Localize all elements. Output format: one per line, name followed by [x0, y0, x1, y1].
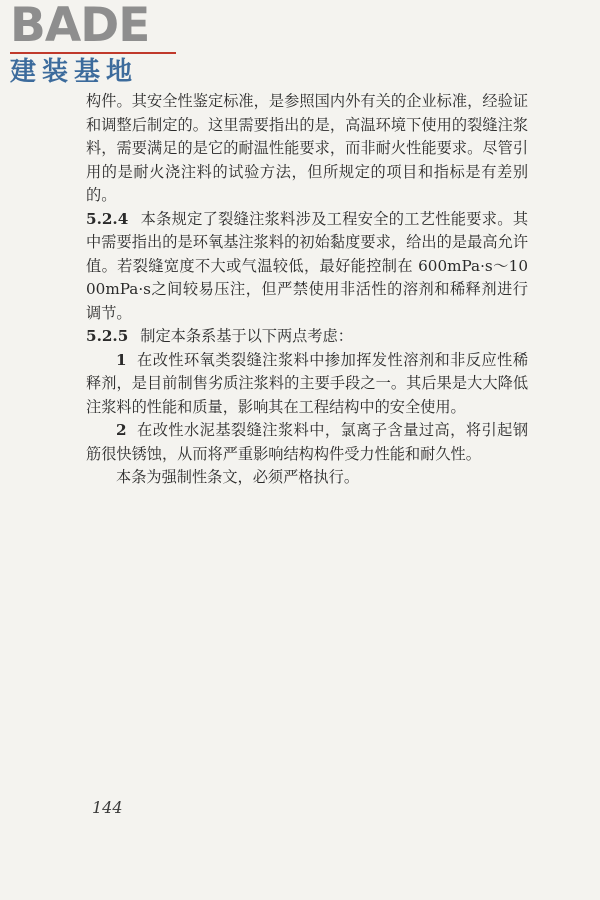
- clause-number: 5.2.4: [86, 209, 129, 228]
- clause-5-2-5: [86, 325, 528, 349]
- item-number: 1: [116, 350, 127, 369]
- clause-5-2-4: [86, 208, 528, 326]
- logo-subtitle: 建装基地: [10, 57, 139, 87]
- paragraph-text: 构件。其安全性鉴定标准，是参照国内外有关的企业标准，经验证和调整后制定的。这里需要指出的是，高温环境下使用的裂缝注浆料，需要满足的是它的耐温性能要求，而非耐火性能要求。尽管引用的是耐火浇注料的试验方法，但所规定的项目和指标是有差别的。: [86, 92, 528, 204]
- clause-number: 5.2.5: [86, 327, 129, 345]
- clause-text: 本条规定了裂缝注浆料涉及工程安全的工艺性能要求。其中需要指出的是环氧基注浆料的初始黏度要求，给出的是最高允许值。若裂缝宽度不大或气温较低，最好能控制在 600mPa·s～1000mPa·s之间较易压注，但严禁使用非活性的溶剂和稀释剂进行调节。: [86, 209, 528, 322]
- list-item-2: [86, 419, 528, 466]
- page-number: 144: [92, 798, 123, 817]
- list-item-1: [86, 349, 528, 420]
- logo-divider: [10, 52, 176, 54]
- item-text: 在改性环氧类裂缝注浆料中掺加挥发性溶剂和非反应性稀释剂，是目前制售劣质注浆料的主要手段之一。其后果是大大降低注浆料的性能和质量，影响其在工程结构中的安全使用。: [86, 350, 528, 416]
- paragraph-text: 本条为强制性条文，必须严格执行。: [116, 468, 359, 486]
- logo-brand: BADE: [10, 2, 150, 50]
- document-body: [86, 90, 528, 490]
- clause-text: 制定本条系基于以下两点考虑：: [140, 327, 353, 345]
- item-number: 2: [116, 421, 127, 439]
- paragraph-continuation: [86, 90, 528, 208]
- closing-note: [86, 466, 528, 490]
- item-text: 在改性水泥基裂缝注浆料中，氯离子含量过高，将引起钢筋很快锈蚀，从而将严重影响结构构件受力性能和耐久性。: [86, 421, 528, 463]
- logo: [10, 2, 180, 88]
